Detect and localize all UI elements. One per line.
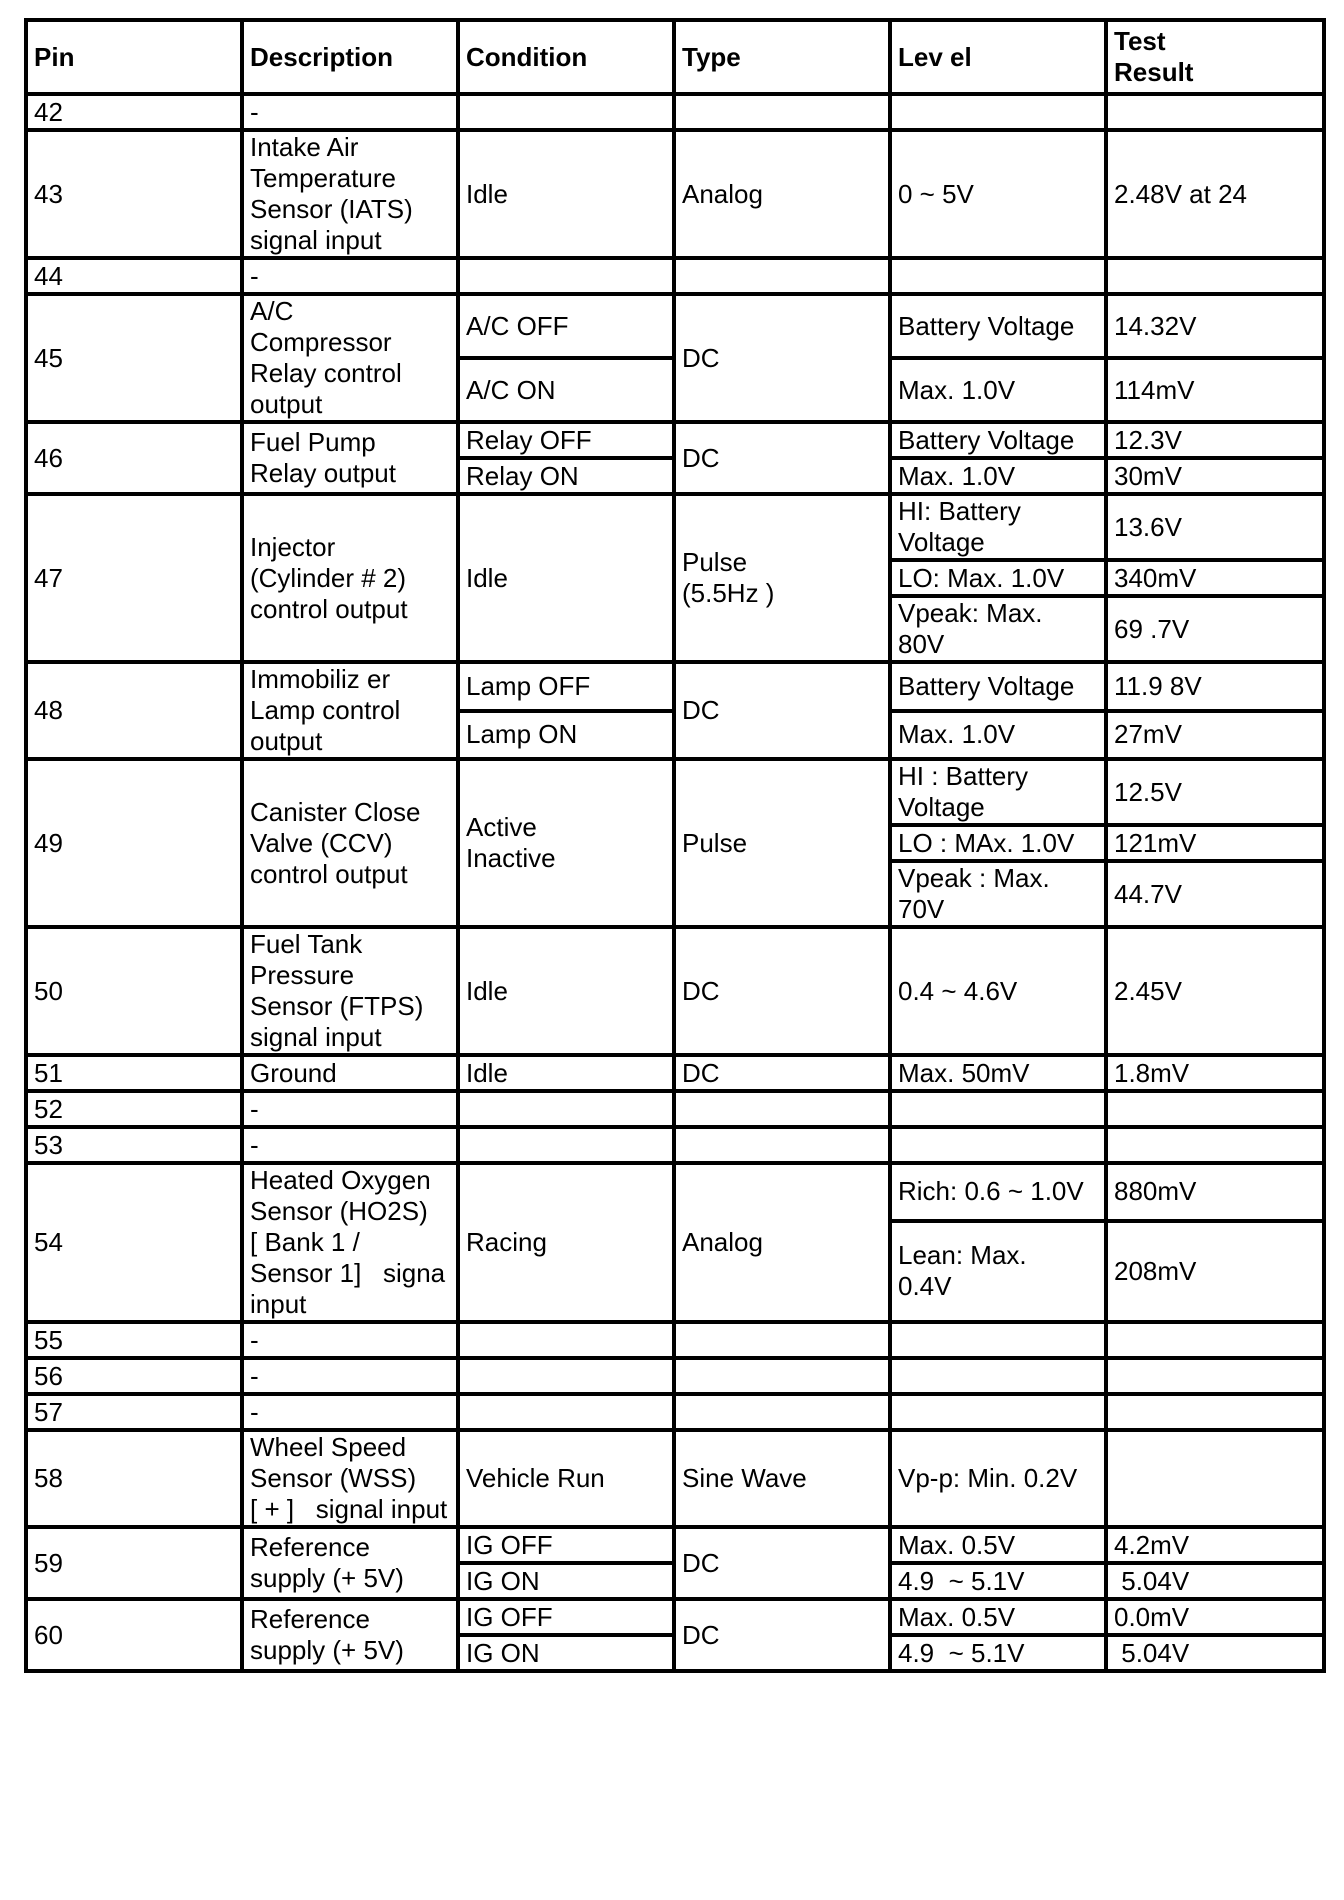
pin-cell: 51 (26, 1055, 242, 1091)
condition-cell: Lamp ON (458, 711, 674, 760)
condition-cell: Relay ON (458, 458, 674, 494)
test-result-cell (1106, 1091, 1324, 1127)
level-cell (890, 1394, 1106, 1430)
type-cell (674, 1394, 890, 1430)
table-row (26, 494, 1324, 560)
test-result-cell: 11.9 8V (1106, 662, 1324, 711)
level-cell: 0.4 ~ 4.6V (890, 927, 1106, 1055)
description-cell: - (242, 1358, 458, 1394)
table-row (26, 662, 1324, 711)
header-row (26, 20, 1324, 94)
level-cell: Battery Voltage (890, 662, 1106, 711)
table-row (26, 927, 1324, 1055)
header-test-result: Test Result (1106, 20, 1324, 94)
description-cell: Injector (Cylinder # 2) control output (242, 494, 458, 662)
pin-spec-table (24, 18, 1326, 1673)
description-cell: A/C Compressor Relay control output (242, 294, 458, 422)
condition-cell: Vehicle Run (458, 1430, 674, 1527)
type-cell: Pulse (5.5Hz ) (674, 494, 890, 662)
level-cell: LO: Max. 1.0V (890, 560, 1106, 596)
condition-cell: IG ON (458, 1563, 674, 1599)
test-result-cell: 12.5V (1106, 759, 1324, 825)
description-cell: - (242, 1322, 458, 1358)
pin-cell: 46 (26, 422, 242, 494)
level-cell: HI: Battery Voltage (890, 494, 1106, 560)
table-row (26, 294, 1324, 358)
level-cell (890, 1091, 1106, 1127)
test-result-cell: 121mV (1106, 825, 1324, 861)
test-result-cell: 2.48V at 24 (1106, 130, 1324, 258)
pin-cell: 57 (26, 1394, 242, 1430)
pin-cell: 44 (26, 258, 242, 294)
type-cell: Analog (674, 1163, 890, 1322)
test-result-cell (1106, 258, 1324, 294)
description-cell: Ground (242, 1055, 458, 1091)
test-result-cell: 30mV (1106, 458, 1324, 494)
level-cell: Vpeak : Max. 70V (890, 861, 1106, 927)
level-cell: HI : Battery Voltage (890, 759, 1106, 825)
level-cell (890, 1127, 1106, 1163)
description-cell: - (242, 1127, 458, 1163)
level-cell: 4.9 ~ 5.1V (890, 1563, 1106, 1599)
level-cell: Lean: Max. 0.4V (890, 1221, 1106, 1322)
description-cell: - (242, 1394, 458, 1430)
level-cell: Max. 0.5V (890, 1599, 1106, 1635)
type-cell (674, 258, 890, 294)
condition-cell: IG OFF (458, 1599, 674, 1635)
pin-cell: 58 (26, 1430, 242, 1527)
condition-cell (458, 1358, 674, 1394)
test-result-cell: 4.2mV (1106, 1527, 1324, 1563)
pin-cell: 42 (26, 94, 242, 130)
condition-cell: Relay OFF (458, 422, 674, 458)
table-row (26, 1091, 1324, 1127)
type-cell: Sine Wave (674, 1430, 890, 1527)
level-cell (890, 1322, 1106, 1358)
pin-cell: 43 (26, 130, 242, 258)
table-row (26, 1599, 1324, 1635)
test-result-cell (1106, 1322, 1324, 1358)
level-cell: Rich: 0.6 ~ 1.0V (890, 1163, 1106, 1221)
type-cell (674, 1091, 890, 1127)
condition-cell: Lamp OFF (458, 662, 674, 711)
type-cell (674, 1358, 890, 1394)
level-cell (890, 258, 1106, 294)
description-cell: Intake Air Temperature Sensor (IATS) signal input (242, 130, 458, 258)
level-cell: Vpeak: Max. 80V (890, 596, 1106, 662)
level-cell: Battery Voltage (890, 422, 1106, 458)
level-cell: Vp-p: Min. 0.2V (890, 1430, 1106, 1527)
level-cell: 0 ~ 5V (890, 130, 1106, 258)
test-result-cell: 114mV (1106, 358, 1324, 422)
condition-cell (458, 1127, 674, 1163)
pin-cell: 60 (26, 1599, 242, 1671)
condition-cell: Idle (458, 927, 674, 1055)
header-type: Type (674, 20, 890, 94)
type-cell (674, 1322, 890, 1358)
header-condition: Condition (458, 20, 674, 94)
level-cell (890, 94, 1106, 130)
condition-cell: Racing (458, 1163, 674, 1322)
level-cell: LO : MAx. 1.0V (890, 825, 1106, 861)
table-row (26, 1527, 1324, 1563)
condition-cell (458, 1394, 674, 1430)
type-cell: Analog (674, 130, 890, 258)
condition-cell (458, 1091, 674, 1127)
table-row (26, 1394, 1324, 1430)
type-cell: Pulse (674, 759, 890, 927)
level-cell: Battery Voltage (890, 294, 1106, 358)
type-cell: DC (674, 927, 890, 1055)
pin-cell: 53 (26, 1127, 242, 1163)
condition-cell: A/C ON (458, 358, 674, 422)
level-cell: 4.9 ~ 5.1V (890, 1635, 1106, 1671)
type-cell: DC (674, 1527, 890, 1599)
level-cell: Max. 0.5V (890, 1527, 1106, 1563)
pin-cell: 56 (26, 1358, 242, 1394)
pin-cell: 45 (26, 294, 242, 422)
description-cell: Immobiliz er Lamp control output (242, 662, 458, 759)
test-result-cell (1106, 94, 1324, 130)
table-row (26, 1055, 1324, 1091)
table-row (26, 94, 1324, 130)
type-cell: DC (674, 422, 890, 494)
condition-cell: Idle (458, 494, 674, 662)
description-cell: Canister Close Valve (CCV) control output (242, 759, 458, 927)
description-cell: Wheel Speed Sensor (WSS) [ + ] signal input (242, 1430, 458, 1527)
table-row (26, 422, 1324, 458)
table-body (26, 94, 1324, 1671)
pin-cell: 52 (26, 1091, 242, 1127)
test-result-cell: 2.45V (1106, 927, 1324, 1055)
table-row (26, 1430, 1324, 1527)
test-result-cell: 0.0mV (1106, 1599, 1324, 1635)
condition-cell: Active Inactive (458, 759, 674, 927)
pin-cell: 55 (26, 1322, 242, 1358)
header-description: Description (242, 20, 458, 94)
test-result-cell: 208mV (1106, 1221, 1324, 1322)
type-cell (674, 1127, 890, 1163)
condition-cell (458, 1322, 674, 1358)
test-result-cell: 14.32V (1106, 294, 1324, 358)
header-level: Lev el (890, 20, 1106, 94)
level-cell: Max. 50mV (890, 1055, 1106, 1091)
test-result-cell: 44.7V (1106, 861, 1324, 927)
level-cell (890, 1358, 1106, 1394)
test-result-cell (1106, 1394, 1324, 1430)
description-cell: - (242, 258, 458, 294)
header-pin: Pin (26, 20, 242, 94)
pin-cell: 54 (26, 1163, 242, 1322)
condition-cell: Idle (458, 130, 674, 258)
table-row (26, 130, 1324, 258)
description-cell: Heated Oxygen Sensor (HO2S) [ Bank 1 / Sensor 1] signa input (242, 1163, 458, 1322)
test-result-cell (1106, 1358, 1324, 1394)
description-cell: Reference supply (+ 5V) (242, 1599, 458, 1671)
level-cell: Max. 1.0V (890, 358, 1106, 422)
description-cell: Fuel Pump Relay output (242, 422, 458, 494)
document-page (24, 18, 1322, 1673)
table-row (26, 258, 1324, 294)
type-cell: DC (674, 1599, 890, 1671)
pin-cell: 47 (26, 494, 242, 662)
condition-cell: IG ON (458, 1635, 674, 1671)
test-result-cell: 69 .7V (1106, 596, 1324, 662)
test-result-cell: 5.04V (1106, 1635, 1324, 1671)
description-cell: - (242, 94, 458, 130)
condition-cell: IG OFF (458, 1527, 674, 1563)
type-cell: DC (674, 662, 890, 759)
description-cell: - (242, 1091, 458, 1127)
table-row (26, 759, 1324, 825)
description-cell: Fuel Tank Pressure Sensor (FTPS) signal input (242, 927, 458, 1055)
test-result-cell: 880mV (1106, 1163, 1324, 1221)
test-result-cell: 13.6V (1106, 494, 1324, 560)
pin-cell: 59 (26, 1527, 242, 1599)
type-cell: DC (674, 294, 890, 422)
type-cell: DC (674, 1055, 890, 1091)
level-cell: Max. 1.0V (890, 711, 1106, 760)
test-result-cell: 5.04V (1106, 1563, 1324, 1599)
test-result-cell (1106, 1430, 1324, 1527)
test-result-cell: 12.3V (1106, 422, 1324, 458)
condition-cell (458, 94, 674, 130)
table-row (26, 1127, 1324, 1163)
test-result-cell: 340mV (1106, 560, 1324, 596)
test-result-cell: 27mV (1106, 711, 1324, 760)
table-row (26, 1163, 1324, 1221)
test-result-cell: 1.8mV (1106, 1055, 1324, 1091)
condition-cell: A/C OFF (458, 294, 674, 358)
condition-cell: Idle (458, 1055, 674, 1091)
table-row (26, 1322, 1324, 1358)
pin-cell: 50 (26, 927, 242, 1055)
pin-cell: 48 (26, 662, 242, 759)
description-cell: Reference supply (+ 5V) (242, 1527, 458, 1599)
type-cell (674, 94, 890, 130)
level-cell: Max. 1.0V (890, 458, 1106, 494)
test-result-cell (1106, 1127, 1324, 1163)
pin-cell: 49 (26, 759, 242, 927)
condition-cell (458, 258, 674, 294)
table-row (26, 1358, 1324, 1394)
